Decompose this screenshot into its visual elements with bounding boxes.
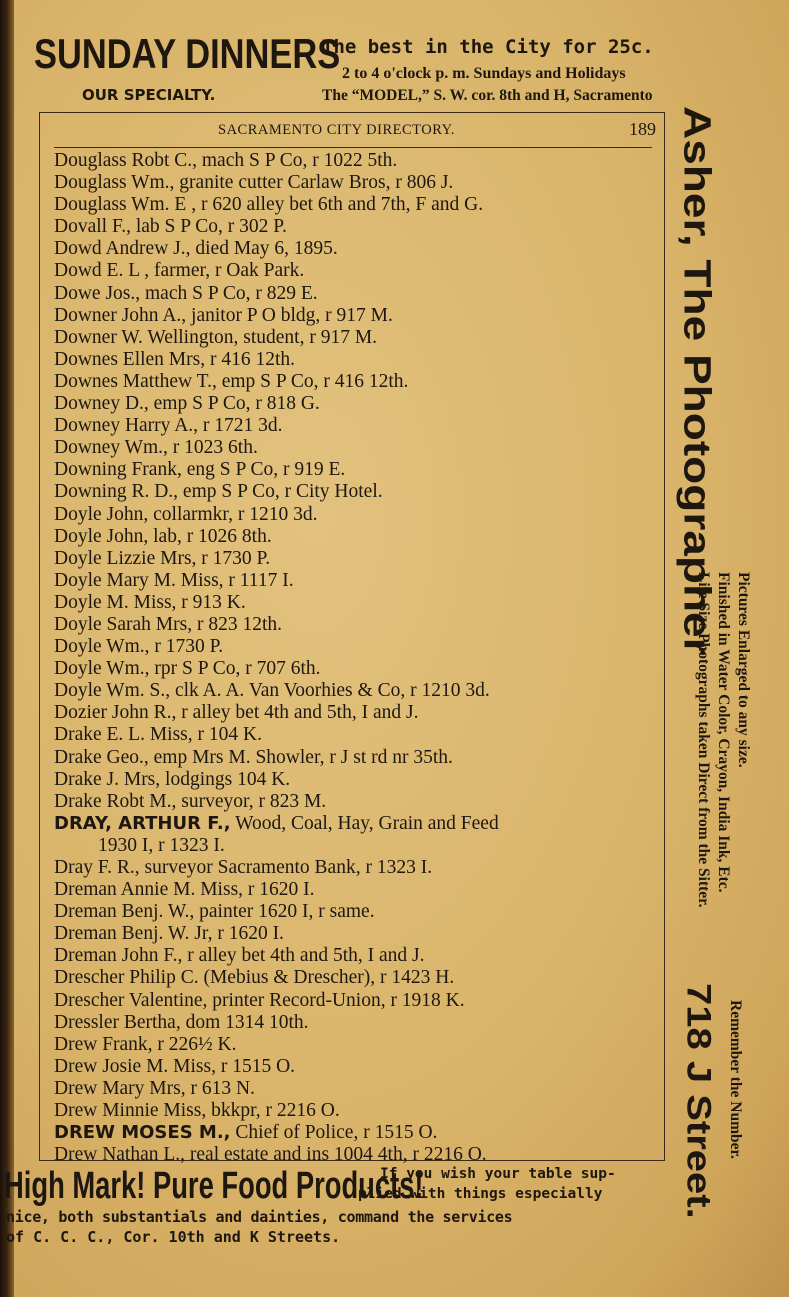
entry-text: Douglass Wm., granite cutter Carlaw Bros, r 806 J. — [54, 172, 454, 194]
entry-text: Doyle Wm., rpr S P Co, r 707 6th. — [54, 658, 321, 680]
entry-text: Dozier John R., r alley bet 4th and 5th, I and J. — [54, 702, 419, 724]
directory-entry — [54, 548, 656, 570]
directory-entry — [54, 791, 656, 813]
entry-text: Doyle Wm. S., clk A. A. Van Voorhies & Co, r 1210 3d. — [54, 680, 490, 702]
top-ad-title: SUNDAY DINNERS — [34, 30, 341, 77]
directory-entry — [54, 1122, 656, 1144]
directory-entry — [54, 393, 656, 415]
directory-entry — [54, 238, 656, 260]
directory-entry — [54, 481, 656, 503]
entry-text: Dreman Annie M. Miss, r 1620 I. — [54, 879, 315, 901]
side-ad-remember: Remember the Number. — [727, 1000, 744, 1159]
entry-text: Downing R. D., emp S P Co, r City Hotel. — [54, 481, 383, 503]
entry-continuation: 1930 I, r 1323 I. — [98, 834, 225, 856]
directory-entry — [54, 371, 656, 393]
directory-entry — [54, 592, 656, 614]
entry-bold-name: DRAY, ARTHUR F., — [54, 812, 231, 834]
entry-text: Drew Nathan L., real estate and ins 1004 4th, r 2216 O. — [54, 1144, 487, 1166]
directory-entry — [54, 901, 656, 923]
entry-text: Doyle Sarah Mrs, r 823 12th. — [54, 613, 283, 635]
entry-text: Douglass Wm. E , r 620 alley bet 6th and 7th, F and G. — [54, 194, 484, 216]
directory-entry — [54, 1078, 656, 1100]
entry-text: Downes Ellen Mrs, r 416 12th. — [54, 348, 296, 370]
directory-entry — [54, 857, 656, 879]
entry-text: Drescher Philip C. (Mebius & Drescher), r 1423 H. — [54, 967, 455, 989]
directory-entry — [54, 680, 656, 702]
entry-text: Wood, Coal, Hay, Grain and Feed — [230, 812, 499, 834]
directory-entry — [54, 526, 656, 548]
bottom-ad-line-4: of C. C. C., Cor. 10th and K Streets. — [6, 1228, 341, 1246]
entry-text: Dreman Benj. W., painter 1620 I, r same. — [54, 901, 375, 923]
directory-entry — [54, 1144, 656, 1166]
entry-text: Downer John A., janitor P O bldg, r 917 M. — [54, 304, 393, 326]
entry-text: Downes Matthew T., emp S P Co, r 416 12th. — [54, 370, 409, 392]
directory-entry — [54, 747, 656, 769]
directory-entry — [54, 327, 656, 349]
entry-text: Doyle M. Miss, r 913 K. — [54, 591, 246, 613]
entry-text: Drake J. Mrs, lodgings 104 K. — [54, 768, 291, 790]
directory-entry — [54, 216, 656, 238]
entry-text: Doyle John, lab, r 1026 8th. — [54, 525, 272, 547]
directory-entries — [54, 150, 656, 1166]
entry-text: Doyle John, collarmkr, r 1210 3d. — [54, 503, 318, 525]
top-ad-specialty: OUR SPECIALTY. — [82, 86, 216, 104]
directory-entry — [54, 923, 656, 945]
entry-bold-name: DREW MOSES M., — [54, 1122, 231, 1144]
directory-entry — [54, 504, 656, 526]
entry-text: Doyle Mary M. Miss, r 1117 I. — [54, 569, 294, 591]
entry-text: Drew Josie M. Miss, r 1515 O. — [54, 1055, 296, 1077]
top-ad-hours-line: 2 to 4 o'clock p. m. Sundays and Holidays — [342, 65, 626, 82]
side-ad-street: 718 J Street. — [679, 983, 717, 1219]
entry-text: Dreman John F., r alley bet 4th and 5th, I and J. — [54, 945, 425, 967]
directory-entry — [54, 150, 656, 172]
entry-text: Dowd E. L , farmer, r Oak Park. — [54, 260, 305, 282]
directory-entry — [54, 990, 656, 1012]
directory-entry — [54, 194, 656, 216]
entry-text: Drake Geo., emp Mrs M. Showler, r J st rd nr 35th. — [54, 746, 453, 768]
directory-entry — [54, 305, 656, 327]
side-ad-line1: Pictures Enlarged to any size. — [735, 572, 752, 768]
directory-entry — [54, 879, 656, 901]
directory-entry — [54, 349, 656, 371]
directory-entry — [54, 1012, 656, 1034]
directory-entry — [54, 415, 656, 437]
directory-entry — [54, 260, 656, 282]
entry-text: Dray F. R., surveyor Sacramento Bank, r 1323 I. — [54, 857, 433, 878]
running-header — [40, 119, 664, 141]
directory-entry — [54, 570, 656, 592]
entry-text: Dowd Andrew J., died May 6, 1895. — [54, 238, 338, 260]
entry-text: Downing Frank, eng S P Co, r 919 E. — [54, 459, 346, 481]
top-ad-price-line: The best in the City for 25c. — [322, 36, 654, 58]
directory-entry — [54, 769, 656, 791]
bottom-ad-line-3: nice, both substantials and dainties, command the services — [6, 1208, 513, 1226]
top-ad-address: The “MODEL,” S. W. cor. 8th and H, Sacramento — [322, 87, 653, 104]
directory-entry — [54, 702, 656, 724]
entry-text: Doyle Lizzie Mrs, r 1730 P. — [54, 547, 271, 569]
header-title: SACRAMENTO CITY DIRECTORY. — [218, 122, 455, 138]
entry-text: Drake E. L. Miss, r 104 K. — [54, 724, 262, 746]
page-number: 189 — [629, 119, 656, 139]
entry-text: Douglass Robt C., mach S P Co, r 1022 5th. — [54, 150, 398, 171]
directory-entry — [54, 1034, 656, 1056]
entry-text: Dowe Jos., mach S P Co, r 829 E. — [54, 282, 318, 304]
side-ad-name: Asher, The Photographer — [676, 106, 720, 656]
entry-text: Drew Minnie Miss, bkkpr, r 2216 O. — [54, 1100, 340, 1122]
directory-entry — [54, 283, 656, 305]
entry-text: Downey Harry A., r 1721 3d. — [54, 415, 283, 437]
directory-entry — [54, 813, 656, 857]
side-ad-line3: Life Size Photographs taken Direct from the Sitter. — [695, 572, 712, 908]
directory-page — [39, 112, 665, 1166]
directory-entry — [54, 658, 656, 680]
side-ad-line2: Finished in Water Color, Crayon, India Ink, Etc. — [715, 572, 732, 893]
entry-text: Downey Wm., r 1023 6th. — [54, 437, 258, 459]
entry-text: Chief of Police, r 1515 O. — [230, 1122, 438, 1144]
directory-entry — [54, 172, 656, 194]
entry-text: Downey D., emp S P Co, r 818 G. — [54, 393, 320, 415]
entry-text: Drake Robt M., surveyor, r 823 M. — [54, 790, 327, 812]
directory-entry — [54, 724, 656, 746]
directory-entry — [54, 636, 656, 658]
bottom-ad-blurb-1: If you wish your table sup- — [380, 1166, 616, 1182]
entry-text: Drew Frank, r 226½ K. — [54, 1033, 237, 1055]
directory-entry — [54, 967, 656, 989]
directory-entry — [54, 459, 656, 481]
entry-text: Downer W. Wellington, student, r 917 M. — [54, 326, 378, 348]
directory-entry — [54, 437, 656, 459]
page-binding-edge — [0, 0, 14, 1297]
bottom-ad-title: High Mark! Pure Food Products! — [4, 1165, 424, 1207]
entry-text: Drew Mary Mrs, r 613 N. — [54, 1077, 255, 1099]
entry-text: Dreman Benj. W. Jr, r 1620 I. — [54, 923, 284, 945]
entry-text: Doyle Wm., r 1730 P. — [54, 636, 224, 658]
directory-entry — [54, 1100, 656, 1122]
entry-text: Drescher Valentine, printer Record-Union, r 1918 K. — [54, 989, 465, 1011]
header-rule — [54, 147, 652, 148]
directory-entry — [54, 1056, 656, 1078]
directory-entry — [54, 945, 656, 967]
directory-entry — [54, 614, 656, 636]
bottom-ad-blurb-2: plied with things especially — [358, 1186, 603, 1202]
entry-text: Dovall F., lab S P Co, r 302 P. — [54, 216, 287, 238]
entry-text: Dressler Bertha, dom 1314 10th. — [54, 1011, 309, 1033]
